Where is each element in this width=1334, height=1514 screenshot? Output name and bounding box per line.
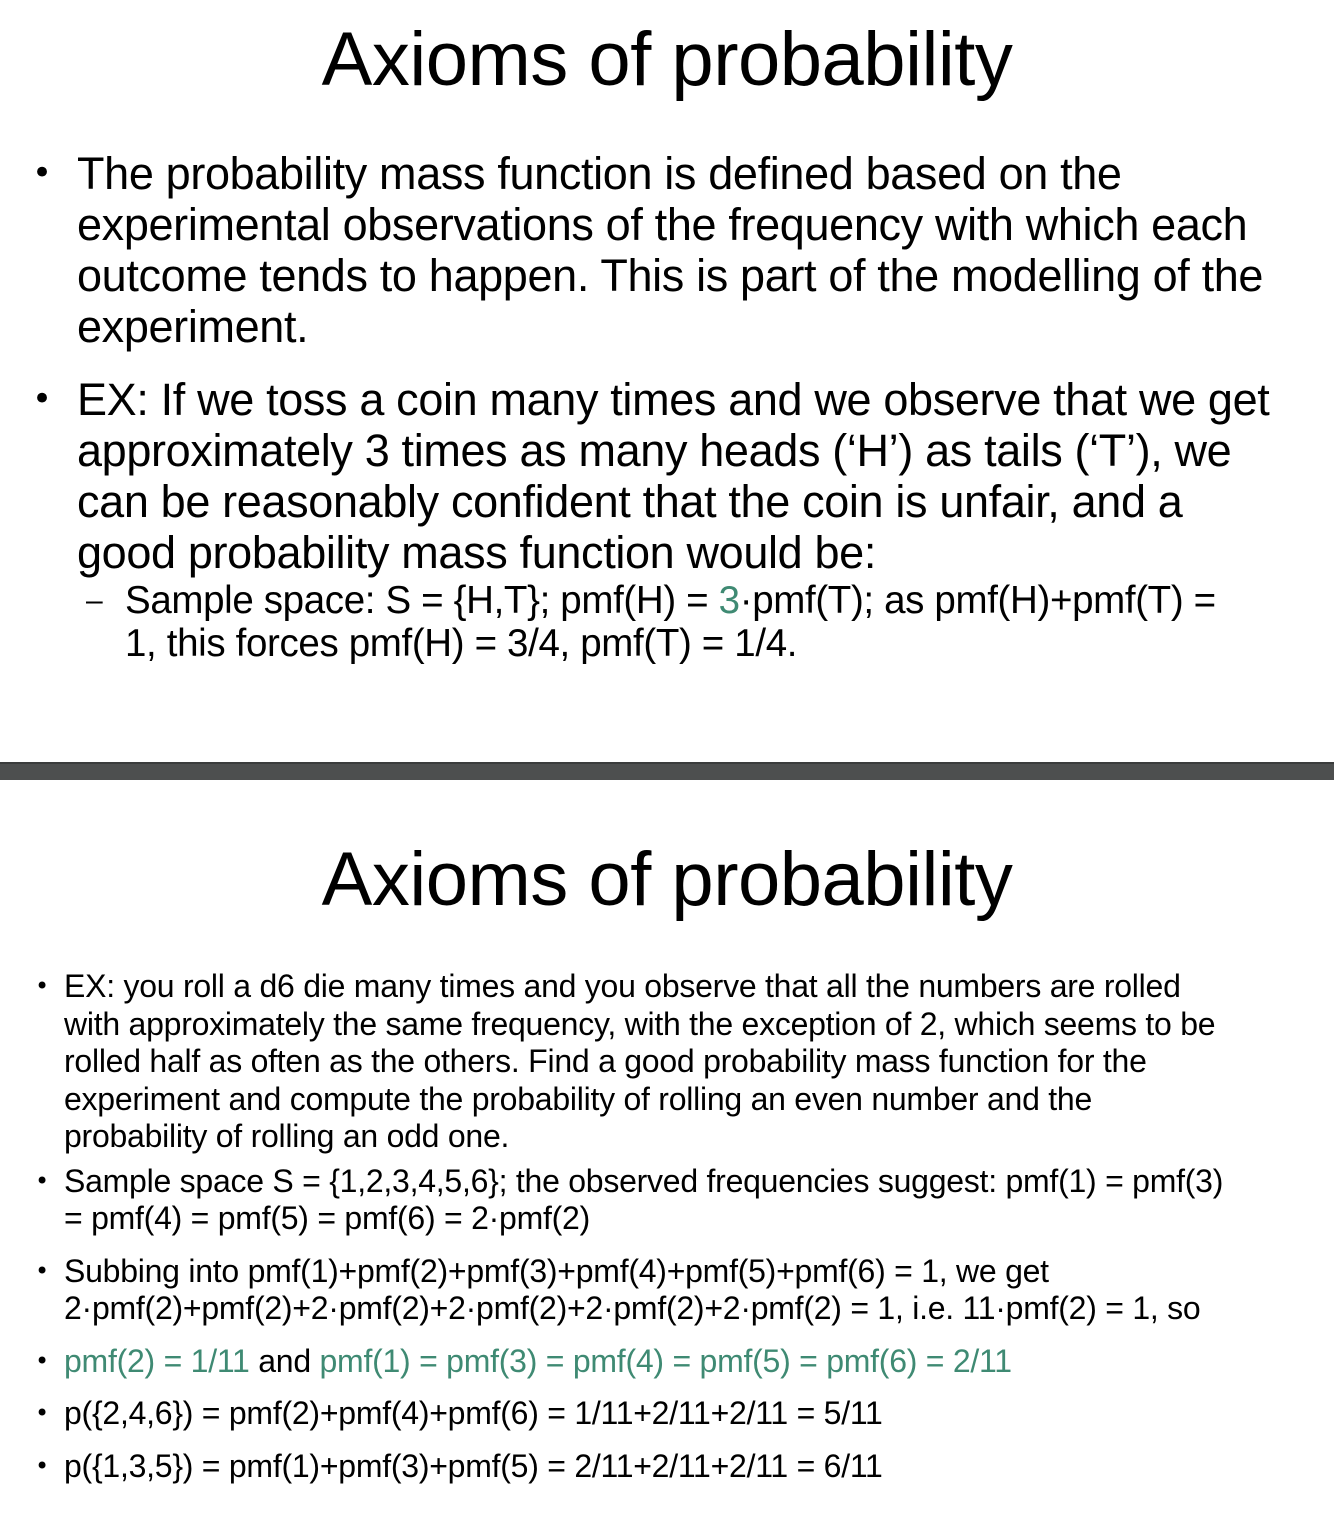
bullet-icon: •: [35, 1256, 49, 1285]
slide-2-title: Axioms of probability: [321, 837, 1013, 922]
dash-icon: –: [86, 584, 103, 617]
bullet-icon: •: [32, 379, 52, 419]
sub-text-part-1: Sample space: S = {H,T}; pmf(H) =: [125, 579, 719, 622]
text-line: experimental observations of the frequency with which each: [77, 199, 1248, 250]
text-line: with approximately the same frequency, with the exception of 2, which seems to be: [64, 1005, 1216, 1042]
text-line: p({2,4,6}) = pmf(2)+pmf(4)+pmf(6) = 1/11+2/11+2/11 = 5/11: [64, 1395, 883, 1431]
text-line: Sample space S = {1,2,3,4,5,6}; the observed frequencies suggest: pmf(1) = pmf(3): [64, 1162, 1224, 1199]
slide-2-bullet-list: [0, 968, 1334, 1485]
bullet-icon: •: [35, 1399, 49, 1427]
highlight-number: 3: [718, 579, 740, 622]
slide-1-bullet-1: [0, 148, 1334, 352]
sub-text-part-2: ·pmf(T); as pmf(H)+pmf(T) =: [739, 579, 1216, 622]
bullet-icon: •: [35, 1451, 49, 1480]
bullet-icon: •: [35, 972, 49, 1000]
slide-2-bullet-6: [0, 1448, 1334, 1486]
text-line: Subbing into pmf(1)+pmf(2)+pmf(3)+pmf(4)+pmf(5)+pmf(6) = 1, we get: [64, 1252, 1049, 1289]
slide-2-bullet-5: [0, 1395, 1334, 1433]
text-line: 2·pmf(2)+pmf(2)+2·pmf(2)+2·pmf(2)+2·pmf(2)+2·pmf(2) = 1, i.e. 11·pmf(2) = 1, so: [64, 1290, 1201, 1326]
text-line: probability of rolling an odd one.: [64, 1118, 510, 1154]
bullet-icon: •: [35, 1346, 49, 1375]
text-line: [125, 579, 1304, 622]
text-line: rolled half as often as the others. Find a good probability mass function for the: [64, 1043, 1147, 1079]
text-line: EX: you roll a d6 die many times and you observe that all the numbers are rolled: [64, 968, 1181, 1004]
connector-text: and: [249, 1342, 320, 1379]
highlight-pmf-others: pmf(1) = pmf(3) = pmf(4) = pmf(5) = pmf(6) = 2/11: [319, 1342, 1012, 1379]
slide-1-sub-bullet: [0, 579, 1334, 665]
bullet-icon: •: [32, 153, 52, 193]
text-line: = pmf(4) = pmf(5) = pmf(6) = 2·pmf(2): [64, 1200, 590, 1236]
text-line: [64, 1343, 1310, 1381]
slide-2-bullet-4: [0, 1343, 1334, 1381]
slide-2: [0, 780, 1334, 1514]
text-line: outcome tends to happen. This is part of the modelling of the: [77, 250, 1264, 301]
slide-1-title: Axioms of probability: [321, 17, 1013, 102]
slide-2-bullet-1: [0, 968, 1334, 1156]
slide-2-bullet-3: [0, 1253, 1334, 1328]
highlight-pmf2: pmf(2) = 1/11: [64, 1342, 250, 1379]
text-line: p({1,3,5}) = pmf(1)+pmf(3)+pmf(5) = 2/11+2/11+2/11 = 6/11: [64, 1447, 883, 1484]
slide-divider: [0, 762, 1334, 780]
text-line: approximately 3 times as many heads (‘H’) as tails (‘T’), we: [77, 425, 1232, 476]
text-line: EX: If we toss a coin many times and we observe that we get: [77, 374, 1270, 425]
text-line: experiment and compute the probability of rolling an even number and the: [64, 1080, 1092, 1117]
text-line: 1, this forces pmf(H) = 3/4, pmf(T) = 1/4.: [125, 622, 798, 665]
slide-1-bullet-2: [0, 374, 1334, 578]
bullet-icon: •: [35, 1166, 49, 1195]
text-line: can be reasonably confident that the coin is unfair, and a: [77, 476, 1183, 527]
slide-1-bullet-list: [0, 148, 1334, 665]
text-line: The probability mass function is defined based on the: [77, 148, 1122, 199]
text-line: experiment.: [77, 301, 309, 352]
text-line: good probability mass function would be:: [77, 527, 876, 578]
slide-2-bullet-2: [0, 1163, 1334, 1238]
